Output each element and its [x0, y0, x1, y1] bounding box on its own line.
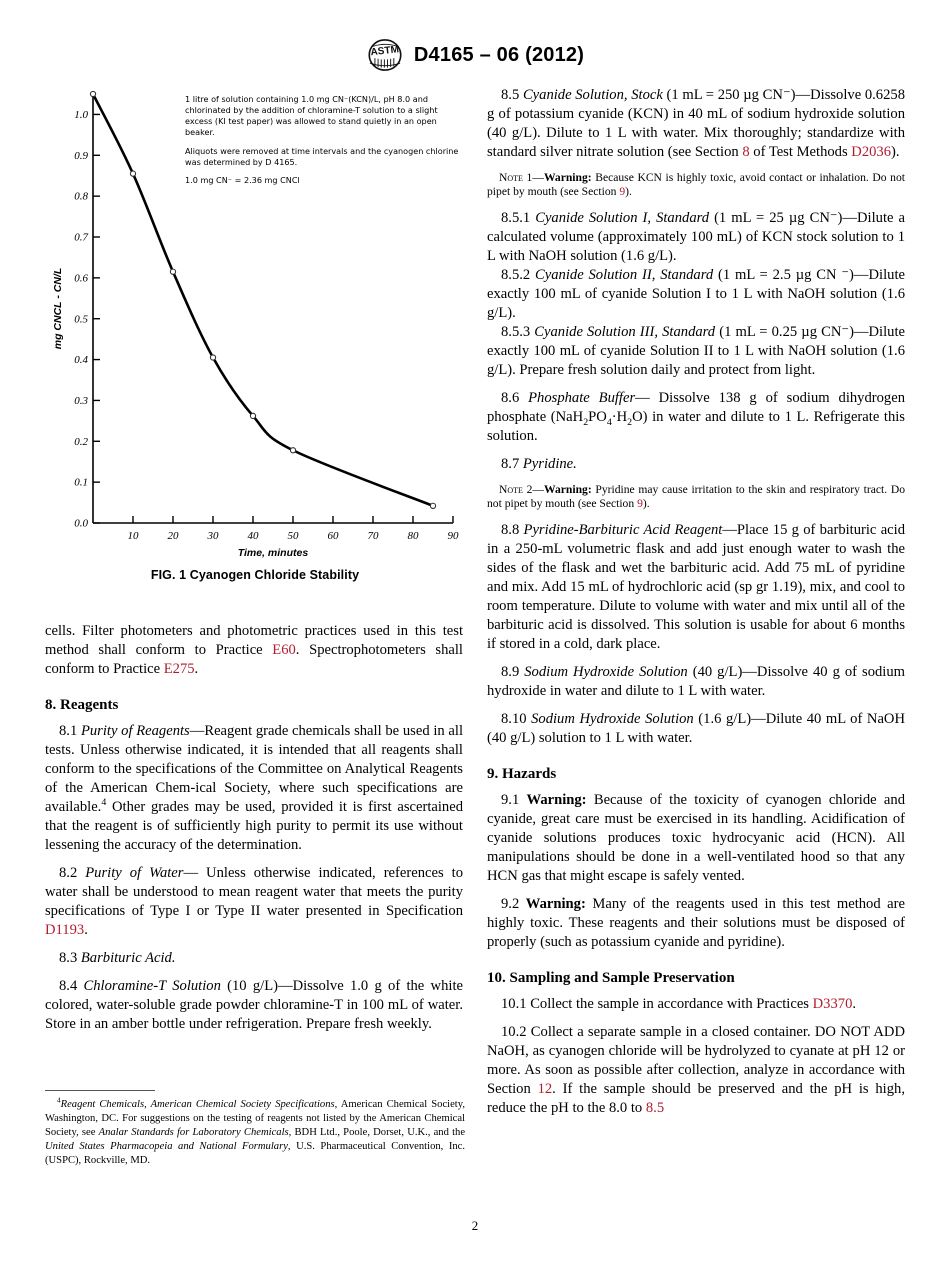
para-body-8-5: (1 mL = 250 µg CN⁻)—Dissolve 0.6258 g of potassium cyanide (KCN) in 40 mL of sodium hydroxide solution (40 g/L). Dilute to 1 L with water. Mix thoroughly; standardize with standard silver nitrate solution (see Section	[487, 87, 905, 160]
paragraph-10-1	[487, 995, 905, 1014]
para-num-8-10: 8.10	[501, 710, 532, 727]
figure-note-3: 1.0 mg CN⁻ = 2.36 mg CNCl	[185, 174, 300, 185]
para-body2-10-2: . If the sample should be preserved and the pH is high, reduce the pH to the 8.0 to	[487, 1081, 905, 1117]
para-num-9-2: 9.2	[501, 895, 526, 912]
svg-text:0.6: 0.6	[74, 272, 88, 285]
paragraph-8-7	[487, 455, 905, 474]
para-title-8-4: Chloramine-T Solution	[83, 978, 221, 995]
footnote-marker-4[interactable]: 4	[101, 797, 107, 809]
astm-logo-icon	[366, 38, 404, 72]
note-2-body: Pyridine may cause irritation to the skin and respiratory tract. Do not pipet by mouth (see Section	[487, 482, 905, 511]
footnote-text-2: , BDH Ltd., Poole, Dorset, U.K., and the	[288, 1127, 466, 1139]
ref-d1193[interactable]: D1193	[45, 922, 85, 939]
paragraph-cells	[45, 622, 463, 679]
note-1-body: Because KCN is highly toxic, avoid contact or inhalation. Do not pipet by mouth (see Section	[487, 170, 905, 199]
figure-note-2: Aliquots were removed at time intervals and the cyanogen chlorine was determined by D 4165.	[185, 145, 459, 167]
para-num-8-5-3: 8.5.3	[501, 323, 535, 340]
para-title-8-6: Phosphate Buffer	[528, 389, 636, 406]
paragraph-8-5-3	[487, 323, 905, 380]
note-1-body2: ).	[625, 185, 632, 199]
para-body2-8-5: of Test Methods	[749, 143, 852, 160]
sub-4: 4	[606, 416, 612, 428]
ref-e60[interactable]: E60	[272, 641, 296, 658]
paragraph-8-5-1	[487, 209, 905, 266]
warning-label-9-2: Warning:	[525, 895, 586, 912]
para-body-8-5-1: (1 mL = 25 µg CN⁻)—Dilute a calculated volume (approximately 100 mL) of KCN stock solution to 1 L with NaOH solution (1.6 g/L).	[487, 210, 905, 264]
para-body-8-6-b: PO	[588, 408, 607, 425]
para-body-9-1: Because of the toxicity of cyanogen chloride and cyanide, great care must be exercised in its handling. Acidification of cyanide solutions produces toxic hydrocyanic acid (HCN). All manipulations should be done in a well-ventilated hood so that any HCN gas that might escape is safely vented.	[487, 792, 905, 884]
para-num-10-1: 10.1	[501, 996, 531, 1013]
svg-text:50: 50	[287, 530, 299, 542]
cells-text-3: .	[194, 660, 199, 677]
paragraph-8-2	[45, 864, 463, 940]
para-body-8-5-3: (1 mL = 0.25 µg CN⁻)—Dilute exactly 100 mL of cyanide Solution II to 1 L with NaOH solution (1.6 g/L). Prepare fresh solution daily and protect from light.	[487, 323, 906, 378]
document-header	[0, 38, 950, 72]
para-num-10-2: 10.2	[501, 1024, 531, 1041]
ref-d2036[interactable]: D2036	[851, 143, 892, 160]
paragraph-8-8	[487, 521, 905, 654]
svg-text:80: 80	[407, 530, 419, 542]
para-title-8-5-3: Cyanide Solution III, Standard	[534, 323, 716, 340]
para-num-9-1: 9.1	[501, 792, 527, 808]
paragraph-8-4	[45, 977, 463, 1034]
note-2-label: Note 2	[499, 482, 533, 496]
footnote-divider	[45, 1090, 155, 1091]
svg-text:90: 90	[447, 530, 459, 542]
para-title-8-5-2: Cyanide Solution II, Standard	[535, 266, 714, 283]
footnote-text-1: , American Chemical Society, Washington, DC. For suggestions on the testing of reagents not listed by the American Chemical Society, see	[45, 1099, 466, 1139]
para-num-8-5-1: 8.5.1	[501, 210, 536, 227]
footnote-4	[45, 1098, 465, 1168]
paragraph-8-5-2	[487, 266, 905, 323]
warning-label-9-1: Warning:	[526, 792, 587, 808]
para-body-8-6-d: O) in water and dilute to 1 L. Refrigerate this solution.	[487, 408, 905, 444]
paragraph-8-9	[487, 663, 905, 701]
paragraph-8-10	[487, 710, 905, 748]
para-num-8-1: 8.1	[59, 723, 81, 740]
note-2-body2: ).	[642, 497, 650, 511]
note-1-dash: —	[532, 170, 544, 184]
footnote-ital-3: United States Pharmacopeia and National Formulary	[45, 1141, 288, 1153]
para-num-8-5: 8.5	[501, 87, 523, 103]
para-title-8-1: Purity of Reagents	[80, 723, 190, 740]
para-title-8-5: Cyanide Solution, Stock	[522, 87, 663, 103]
ref-8-5[interactable]: 8.5	[645, 1100, 665, 1117]
footnote-ital-2: Analar Standards for Laboratory Chemicals	[98, 1127, 289, 1139]
para-num-8-7: 8.7	[501, 455, 523, 472]
svg-text:60: 60	[327, 530, 339, 542]
para-title-8-3: Barbituric Acid.	[80, 950, 176, 967]
para-body-8-2: — Unless otherwise indicated, references to water shall be understood to mean reagent water that meets the purity specifications of Type I or Type II water presented in Specification	[45, 865, 464, 920]
svg-text:0.5: 0.5	[74, 313, 88, 326]
heading-hazards: 9. Hazards	[487, 765, 557, 782]
footnote-ital-1: Reagent Chemicals, American Chemical Society Specifications	[60, 1099, 335, 1110]
para-body-8-10: (1.6 g/L)—Dilute 40 mL of NaOH (40 g/L) solution to 1 L with water.	[487, 710, 906, 746]
para-num-8-6: 8.6	[501, 389, 529, 406]
para-body-8-6-c: ·H	[611, 408, 628, 425]
para-body-8-1: —Reagent grade chemicals shall be used in all tests. Unless otherwise indicated, it is intended that all reagents shall conform to the specifications of the Committee on Analytical Reagents of the American Chem-ical Society, where such specifications are available.	[45, 723, 464, 816]
footnote-block	[45, 1090, 465, 1168]
para-num-8-5-2: 8.5.2	[501, 266, 536, 283]
footnote-number: 4	[57, 1096, 61, 1105]
svg-text:0.8: 0.8	[74, 190, 88, 203]
paragraph-9-1	[487, 791, 905, 886]
svg-text:0.1: 0.1	[74, 476, 88, 489]
svg-text:mg CNCL - CN/L: mg CNCL - CN/L	[52, 267, 64, 350]
page-number: 2	[471, 1218, 479, 1233]
ref-section-9-note1[interactable]: 9	[619, 185, 626, 199]
para-title-8-8: Pyridine-Barbituric Acid Reagent	[523, 521, 723, 538]
para-body-8-9: (40 g/L)—Dissolve 40 g of sodium hydroxide in water and dilute to 1 L with water.	[487, 663, 906, 699]
paragraph-8-5	[487, 86, 905, 162]
svg-text:0.9: 0.9	[74, 149, 88, 162]
para-title-8-2: Purity of Water	[85, 865, 184, 882]
para-title-8-10: Sodium Hydroxide Solution	[531, 710, 694, 727]
right-column	[487, 86, 905, 1118]
para-body-8-6-a: — Dissolve 138 g of sodium dihydrogen phosphate (NaH	[487, 389, 905, 425]
para-title-8-7: Pyridine.	[522, 455, 577, 472]
para-num-8-4: 8.4	[59, 978, 84, 995]
para-num-8-9: 8.9	[501, 663, 525, 680]
svg-text:20: 20	[167, 530, 179, 542]
svg-text:10: 10	[127, 530, 139, 542]
svg-text:30: 30	[207, 530, 219, 542]
svg-text:0.2: 0.2	[74, 435, 88, 448]
paragraph-8-6	[487, 389, 905, 446]
para-body2-8-1: Other grades may be used, provided it is first ascertained that the reagent is of sufficiently high purity to permit its use without lessening the accuracy of the determination.	[45, 799, 463, 854]
figure-annotation-block	[185, 94, 465, 186]
cells-text-2: . Spectrophotometers shall conform to Practice	[45, 641, 463, 677]
para-body-8-4: (10 g/L)—Dissolve 1.0 g of the white colored, water-soluble grade powder chloramine-T in 100 mL of water. Store in an amber bottle under refrigeration. Prepare fresh weekly.	[45, 978, 463, 1032]
figure-caption: FIG. 1 Cyanogen Chloride Stability	[150, 568, 360, 582]
para-num-8-2: 8.2	[59, 865, 86, 882]
para-body3-8-5: ).	[891, 143, 900, 160]
ref-section-12[interactable]: 12	[537, 1081, 553, 1098]
para-title-8-9: Sodium Hydroxide Solution	[524, 663, 688, 680]
svg-text:0.3: 0.3	[74, 395, 88, 408]
paragraph-10-2	[487, 1023, 905, 1118]
para-body-9-2: Many of the reagents used in this test method are highly toxic. These reagents and their solutions must be disposed of properly (such as potassium cyanide and pyridine).	[487, 895, 905, 950]
ref-e275[interactable]: E275	[163, 660, 195, 677]
ref-section-8[interactable]: 8	[742, 143, 750, 160]
paragraph-8-3	[45, 949, 463, 968]
left-column	[45, 622, 463, 1034]
svg-text:40: 40	[247, 530, 259, 542]
cells-text-1: cells. Filter photometers and photometric practices used in this test method shall conform to Practice	[45, 623, 463, 658]
svg-text:0.4: 0.4	[74, 354, 88, 367]
svg-text:ASTM: ASTM	[369, 44, 400, 59]
heading-reagents: 8. Reagents	[45, 696, 119, 713]
para-num-8-8: 8.8	[501, 521, 524, 538]
note-2	[487, 483, 905, 512]
note-2-dash: —	[532, 482, 545, 496]
svg-text:1.0: 1.0	[74, 109, 88, 122]
document-title: D4165 – 06 (2012)	[413, 43, 585, 66]
note-2-warning: Warning:	[544, 482, 592, 496]
note-1	[487, 171, 905, 200]
ref-d3370[interactable]: D3370	[812, 996, 853, 1013]
svg-text:0.7: 0.7	[74, 231, 88, 244]
para-title-8-5-1: Cyanide Solution I, Standard	[535, 210, 710, 227]
cyanogen-chloride-stability-chart	[45, 86, 465, 566]
paragraph-8-1	[45, 722, 463, 855]
note-1-warning: Warning:	[543, 170, 592, 184]
para-body-8-8: —Place 15 g of barbituric acid in a 250-mL volumetric flask and add just enough water to wash the sides of the flask and wet the barbituric acid. Add 75 mL of pyridine and mix. Add 15 mL of hydrochloric acid (sp gr 1.19), mix, and cool to room temperature. Dilute to volume with water and mix until all of the barbituric acid is dissolved. This solution is usable for about 6 months if stored in a cold, dark place.	[487, 521, 905, 652]
para-body-10-2: Collect a separate sample in a closed container. DO NOT ADD NaOH, as cyanogen chloride will be hydrolyzed to cyanate at pH 12 or more. As soon as possible after collection, analyze in accordance with Section	[487, 1024, 905, 1098]
svg-text:0.0: 0.0	[74, 517, 88, 530]
figure-1-block	[45, 86, 465, 582]
para-body2-10-1: .	[852, 996, 857, 1013]
ref-section-9-note2[interactable]: 9	[637, 497, 643, 511]
para-body-10-1: Collect the sample in accordance with Practices	[530, 996, 813, 1013]
heading-sampling: 10. Sampling and Sample Preservation	[487, 969, 735, 986]
para-body2-8-2: .	[84, 922, 88, 939]
svg-text:70: 70	[367, 530, 379, 542]
para-body-8-5-2: (1 mL = 2.5 µg CN ⁻)—Dilute exactly 100 mL of cyanide Solution I to 1 L with NaOH solution (1.6 g/L).	[487, 266, 905, 321]
sub-2b: 2	[627, 416, 633, 428]
svg-text:Time, minutes: Time, minutes	[237, 547, 309, 559]
para-num-8-3: 8.3	[59, 950, 81, 967]
figure-note-1: 1 litre of solution containing 1.0 mg CN⁻(KCN)/L, pH 8.0 and chlorinated by the addition of chloramine-T solution to a slight excess (KI test paper) was allowed to stand quietly in an open beaker.	[185, 94, 438, 138]
sub-2a: 2	[583, 416, 589, 428]
paragraph-9-2	[487, 895, 905, 952]
footnote-text-3: , U.S. Pharmaceutical Convention, Inc. (USPC), Rockville, MD.	[45, 1141, 465, 1167]
note-1-label: Note 1	[499, 170, 533, 184]
